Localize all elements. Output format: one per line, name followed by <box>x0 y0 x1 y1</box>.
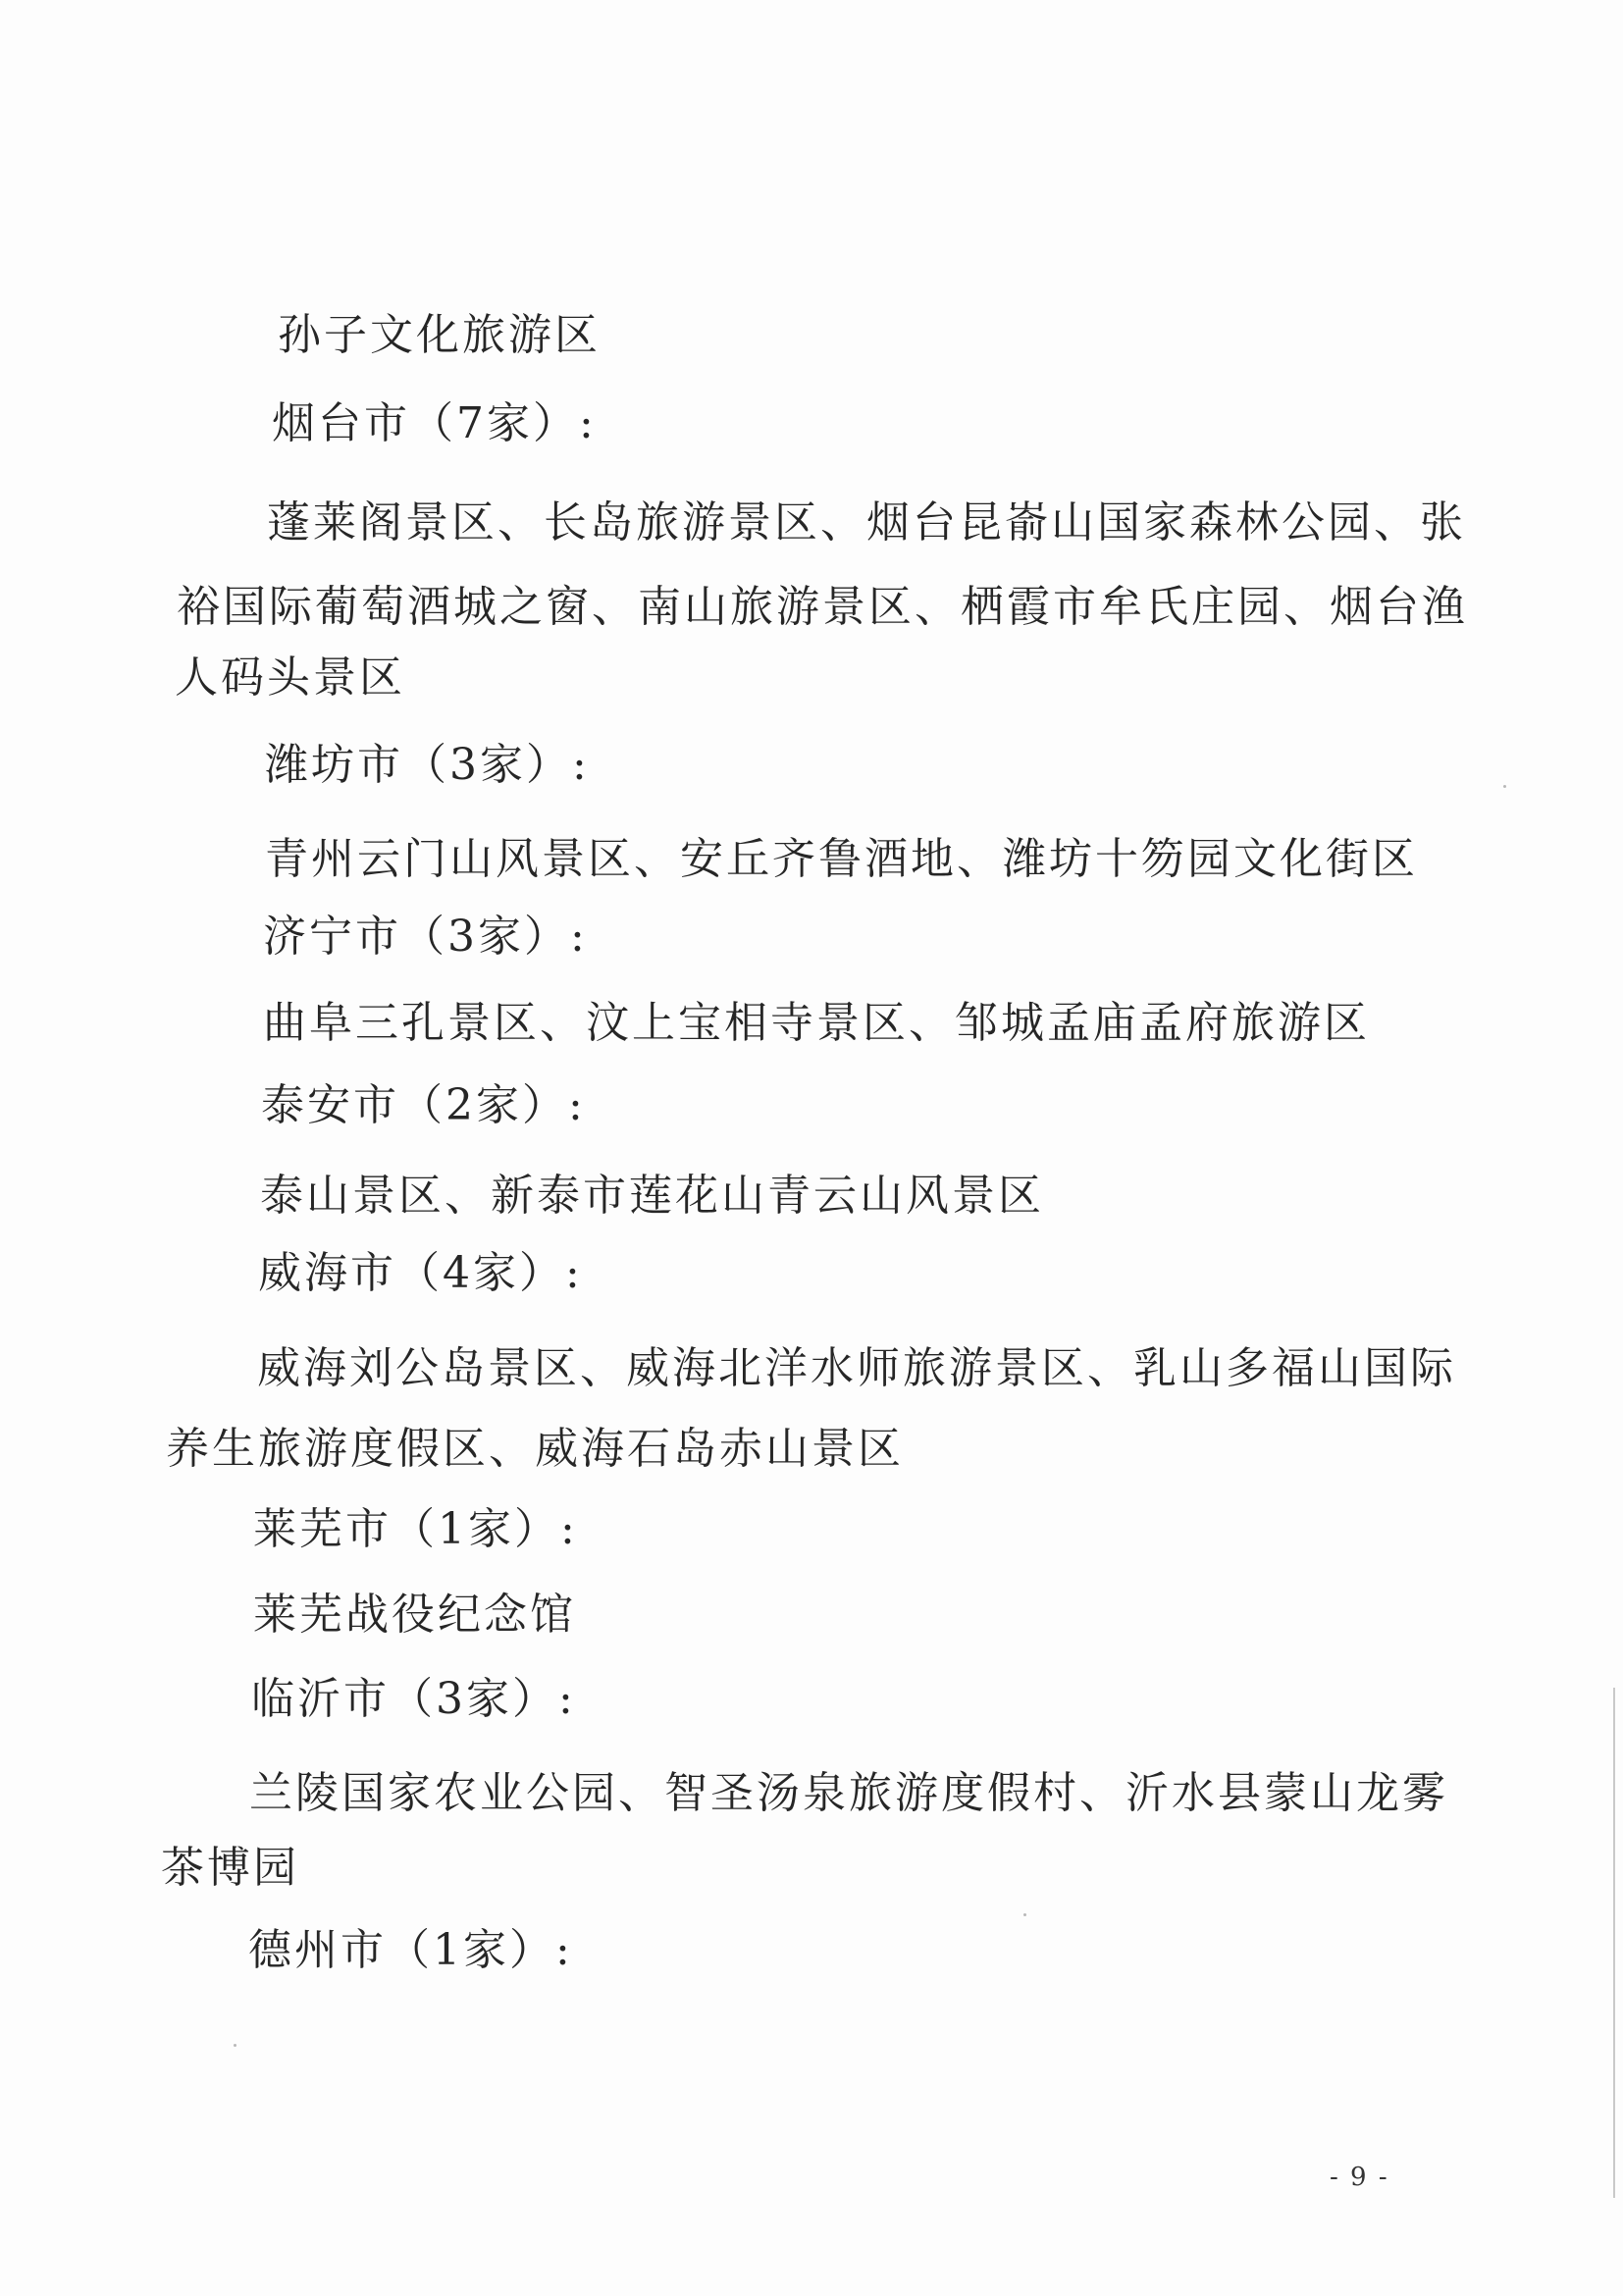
city-heading-jining: 济宁市（3家）: <box>263 912 588 962</box>
text-line-18: 兰陵国家农业公园、智圣汤泉旅游度假村、沂水县蒙山龙雾 <box>249 1768 1448 1818</box>
city-heading-dezhou: 德州市（1家）: <box>248 1925 573 1975</box>
text-line-3: 蓬莱阁景区、长岛旅游景区、烟台昆嵛山国家森林公园、张 <box>267 497 1466 548</box>
city-heading-yantai: 烟台市（7家）: <box>272 398 597 448</box>
scan-speck <box>234 2044 236 2047</box>
text-line-7: 青州云门山风景区、安丘齐鲁酒地、潍坊十笏园文化街区 <box>265 834 1418 884</box>
scan-edge-mark <box>1613 1688 1615 2198</box>
text-line-14: 养生旅游度假区、威海石岛赤山景区 <box>166 1424 904 1474</box>
text-line-19: 茶博园 <box>161 1843 299 1893</box>
text-line-4: 裕国际葡萄酒城之窗、南山旅游景区、栖霞市牟氏庄园、烟台渔 <box>177 582 1468 632</box>
text-line-13: 威海刘公岛景区、威海北洋水师旅游景区、乳山多福山国际 <box>257 1343 1456 1393</box>
city-heading-weihai: 威海市（4家）: <box>258 1248 583 1298</box>
page-number: - 9 - <box>1330 2163 1389 2192</box>
text-line-16: 莱芜战役纪念馆 <box>253 1590 576 1640</box>
city-heading-taian: 泰安市（2家）: <box>261 1080 586 1130</box>
scan-speck <box>1503 785 1506 788</box>
city-heading-weifang: 潍坊市（3家）: <box>265 740 590 790</box>
text-line-5: 人码头景区 <box>175 652 405 703</box>
text-line-1: 孙子文化旅游区 <box>278 310 601 360</box>
scan-speck <box>1023 1913 1026 1916</box>
city-heading-linyi: 临沂市（3家）: <box>251 1674 576 1724</box>
city-heading-laiwu: 莱芜市（1家）: <box>253 1504 578 1554</box>
text-line-11: 泰山景区、新泰市莲花山青云山风景区 <box>260 1171 1044 1221</box>
text-line-9: 曲阜三孔景区、汶上宝相寺景区、邹城孟庙孟府旅游区 <box>263 998 1370 1048</box>
